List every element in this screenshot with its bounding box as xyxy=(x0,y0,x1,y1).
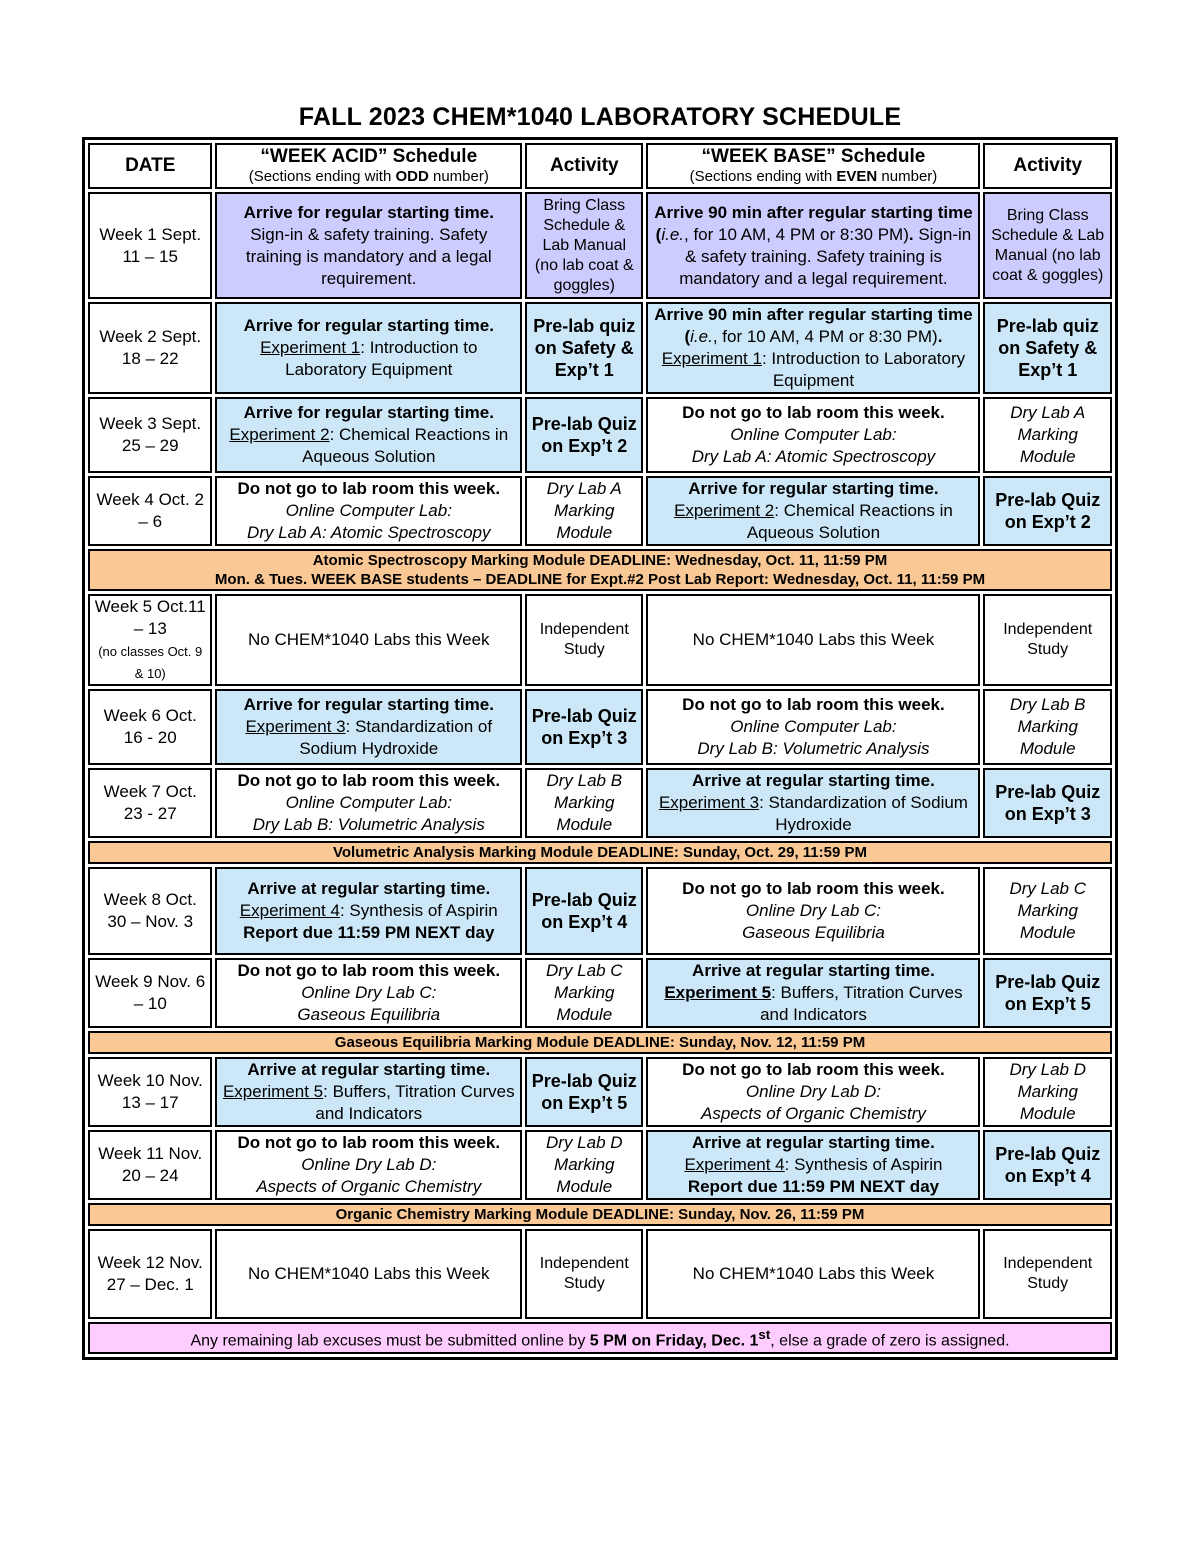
table-row xyxy=(88,1229,1112,1319)
table-row xyxy=(88,1130,1112,1200)
base-activity-cell: Dry Lab D Marking Module xyxy=(983,1057,1112,1127)
base-schedule-cell: Do not go to lab room this week. Online Computer Lab: Dry Lab B: Volumetric Analysis xyxy=(646,689,980,765)
acid-activity-cell: Dry Lab D Marking Module xyxy=(525,1130,643,1200)
final-note-row xyxy=(88,1322,1112,1354)
week-cell: Week 9 Nov. 6 – 10 xyxy=(88,958,212,1028)
base-activity-cell: Dry Lab A Marking Module xyxy=(983,397,1112,473)
deadline-gaseous: Gaseous Equilibria Marking Module DEADLINE: Sunday, Nov. 12, 11:59 PM xyxy=(88,1031,1112,1054)
acid-schedule-cell: Arrive for regular starting time. Experiment 2: Chemical Reactions in Aqueous Solution xyxy=(215,397,522,473)
deadline-row xyxy=(88,1203,1112,1226)
base-schedule-cell: Arrive for regular starting time. Experiment 2: Chemical Reactions in Aqueous Solution xyxy=(646,476,980,546)
base-schedule-cell: Arrive at regular starting time. Experiment 4: Synthesis of Aspirin Report due 11:59 PM NEXT day xyxy=(646,1130,980,1200)
final-note: Any remaining lab excuses must be submitted online by 5 PM on Friday, Dec. 1st, else a grade of zero is assigned. xyxy=(88,1322,1112,1354)
header-date: DATE xyxy=(88,143,212,189)
deadline-row xyxy=(88,841,1112,864)
acid-schedule-cell: Do not go to lab room this week. Online Dry Lab C: Gaseous Equilibria xyxy=(215,958,522,1028)
table-row xyxy=(88,867,1112,955)
acid-schedule-cell: Do not go to lab room this week. Online Dry Lab D: Aspects of Organic Chemistry xyxy=(215,1130,522,1200)
lab-schedule-table xyxy=(82,137,1118,1360)
base-schedule-cell: Arrive 90 min after regular starting time (i.e., for 10 AM, 4 PM or 8:30 PM). Experiment 1: Introduction to Laboratory Equipment xyxy=(646,302,980,394)
base-schedule-cell: Do not go to lab room this week. Online Dry Lab C: Gaseous Equilibria xyxy=(646,867,980,955)
base-activity-cell: Independent Study xyxy=(983,594,1112,686)
acid-activity-cell: Pre-lab Quiz on Exp’t 3 xyxy=(525,689,643,765)
table-row xyxy=(88,594,1112,686)
base-schedule-cell: Arrive 90 min after regular starting time (i.e., for 10 AM, 4 PM or 8:30 PM). Sign-in & safety training. Safety training is mandatory and a legal requirement. xyxy=(646,192,980,299)
deadline-organic: Organic Chemistry Marking Module DEADLINE: Sunday, Nov. 26, 11:59 PM xyxy=(88,1203,1112,1226)
base-activity-cell: Bring Class Schedule & Lab Manual (no lab coat & goggles) xyxy=(983,192,1112,299)
acid-activity-cell: Pre-lab quiz on Safety & Exp’t 1 xyxy=(525,302,643,394)
base-schedule-cell: No CHEM*1040 Labs this Week xyxy=(646,1229,980,1319)
header-activity-acid: Activity xyxy=(525,143,643,189)
week-cell: Week 6 Oct. 16 - 20 xyxy=(88,689,212,765)
acid-activity-cell: Independent Study xyxy=(525,594,643,686)
page-title: FALL 2023 CHEM*1040 LABORATORY SCHEDULE xyxy=(298,103,902,131)
acid-activity-cell: Dry Lab B Marking Module xyxy=(525,768,643,838)
deadline-atomic: Atomic Spectroscopy Marking Module DEADLINE: Wednesday, Oct. 11, 11:59 PM Mon. & Tues. WEEK BASE students – DEADLINE for Expt.#2 Post Lab Report: Wednesday, Oct. 11, 11:59 PM xyxy=(88,549,1112,591)
base-schedule-cell: No CHEM*1040 Labs this Week xyxy=(646,594,980,686)
week-cell: Week 7 Oct. 23 - 27 xyxy=(88,768,212,838)
week-cell: Week 8 Oct. 30 – Nov. 3 xyxy=(88,867,212,955)
acid-activity-cell: Bring Class Schedule & Lab Manual (no lab coat & goggles) xyxy=(525,192,643,299)
table-row xyxy=(88,476,1112,546)
acid-activity-cell: Dry Lab A Marking Module xyxy=(525,476,643,546)
table-row xyxy=(88,768,1112,838)
week-cell: Week 4 Oct. 2 – 6 xyxy=(88,476,212,546)
week-cell: Week 2 Sept. 18 – 22 xyxy=(88,302,212,394)
acid-activity-cell: Dry Lab C Marking Module xyxy=(525,958,643,1028)
acid-schedule-cell: Arrive for regular starting time. Experiment 1: Introduction to Laboratory Equipment xyxy=(215,302,522,394)
week-cell: Week 11 Nov. 20 – 24 xyxy=(88,1130,212,1200)
base-schedule-cell: Do not go to lab room this week. Online Dry Lab D: Aspects of Organic Chemistry xyxy=(646,1057,980,1127)
acid-schedule-cell: Arrive for regular starting time. Experiment 3: Standardization of Sodium Hydroxide xyxy=(215,689,522,765)
acid-activity-cell: Independent Study xyxy=(525,1229,643,1319)
base-activity-cell: Independent Study xyxy=(983,1229,1112,1319)
acid-schedule-cell: Do not go to lab room this week. Online Computer Lab: Dry Lab B: Volumetric Analysis xyxy=(215,768,522,838)
table-row xyxy=(88,302,1112,394)
table-row xyxy=(88,397,1112,473)
base-activity-cell: Pre-lab Quiz on Exp’t 3 xyxy=(983,768,1112,838)
header-row xyxy=(88,143,1112,189)
deadline-row xyxy=(88,1031,1112,1054)
acid-schedule-cell: No CHEM*1040 Labs this Week xyxy=(215,594,522,686)
table-row xyxy=(88,689,1112,765)
acid-schedule-cell: Arrive at regular starting time. Experiment 4: Synthesis of Aspirin Report due 11:59 PM NEXT day xyxy=(215,867,522,955)
base-schedule-cell: Do not go to lab room this week. Online Computer Lab: Dry Lab A: Atomic Spectroscopy xyxy=(646,397,980,473)
base-activity-cell: Pre-lab Quiz on Exp’t 4 xyxy=(983,1130,1112,1200)
deadline-row xyxy=(88,549,1112,591)
week-cell: Week 12 Nov. 27 – Dec. 1 xyxy=(88,1229,212,1319)
week-cell: Week 5 Oct.11 – 13 (no classes Oct. 9 & 10) xyxy=(88,594,212,686)
acid-schedule-cell: Do not go to lab room this week. Online Computer Lab: Dry Lab A: Atomic Spectroscopy xyxy=(215,476,522,546)
acid-activity-cell: Pre-lab Quiz on Exp’t 2 xyxy=(525,397,643,473)
week-cell: Week 3 Sept. 25 – 29 xyxy=(88,397,212,473)
table-row xyxy=(88,1057,1112,1127)
base-schedule-cell: Arrive at regular starting time. Experiment 5: Buffers, Titration Curves and Indicators xyxy=(646,958,980,1028)
header-activity-base: Activity xyxy=(983,143,1112,189)
base-activity-cell: Pre-lab Quiz on Exp’t 5 xyxy=(983,958,1112,1028)
base-activity-cell: Pre-lab quiz on Safety & Exp’t 1 xyxy=(983,302,1112,394)
acid-schedule-cell: Arrive at regular starting time. Experiment 5: Buffers, Titration Curves and Indicators xyxy=(215,1057,522,1127)
base-schedule-cell: Arrive at regular starting time. Experiment 3: Standardization of Sodium Hydroxide xyxy=(646,768,980,838)
header-week-acid: “WEEK ACID” Schedule (Sections ending with ODD number) xyxy=(215,143,522,189)
acid-activity-cell: Pre-lab Quiz on Exp’t 4 xyxy=(525,867,643,955)
header-week-base: “WEEK BASE” Schedule (Sections ending with EVEN number) xyxy=(646,143,980,189)
deadline-volumetric: Volumetric Analysis Marking Module DEADLINE: Sunday, Oct. 29, 11:59 PM xyxy=(88,841,1112,864)
base-activity-cell: Dry Lab B Marking Module xyxy=(983,689,1112,765)
base-activity-cell: Dry Lab C Marking Module xyxy=(983,867,1112,955)
acid-schedule-cell: Arrive for regular starting time. Sign-in & safety training. Safety training is mandatory and a legal requirement. xyxy=(215,192,522,299)
table-row xyxy=(88,958,1112,1028)
acid-activity-cell: Pre-lab Quiz on Exp’t 5 xyxy=(525,1057,643,1127)
base-activity-cell: Pre-lab Quiz on Exp’t 2 xyxy=(983,476,1112,546)
week-cell: Week 10 Nov. 13 – 17 xyxy=(88,1057,212,1127)
table-row xyxy=(88,192,1112,299)
week-cell: Week 1 Sept. 11 – 15 xyxy=(88,192,212,299)
acid-schedule-cell: No CHEM*1040 Labs this Week xyxy=(215,1229,522,1319)
